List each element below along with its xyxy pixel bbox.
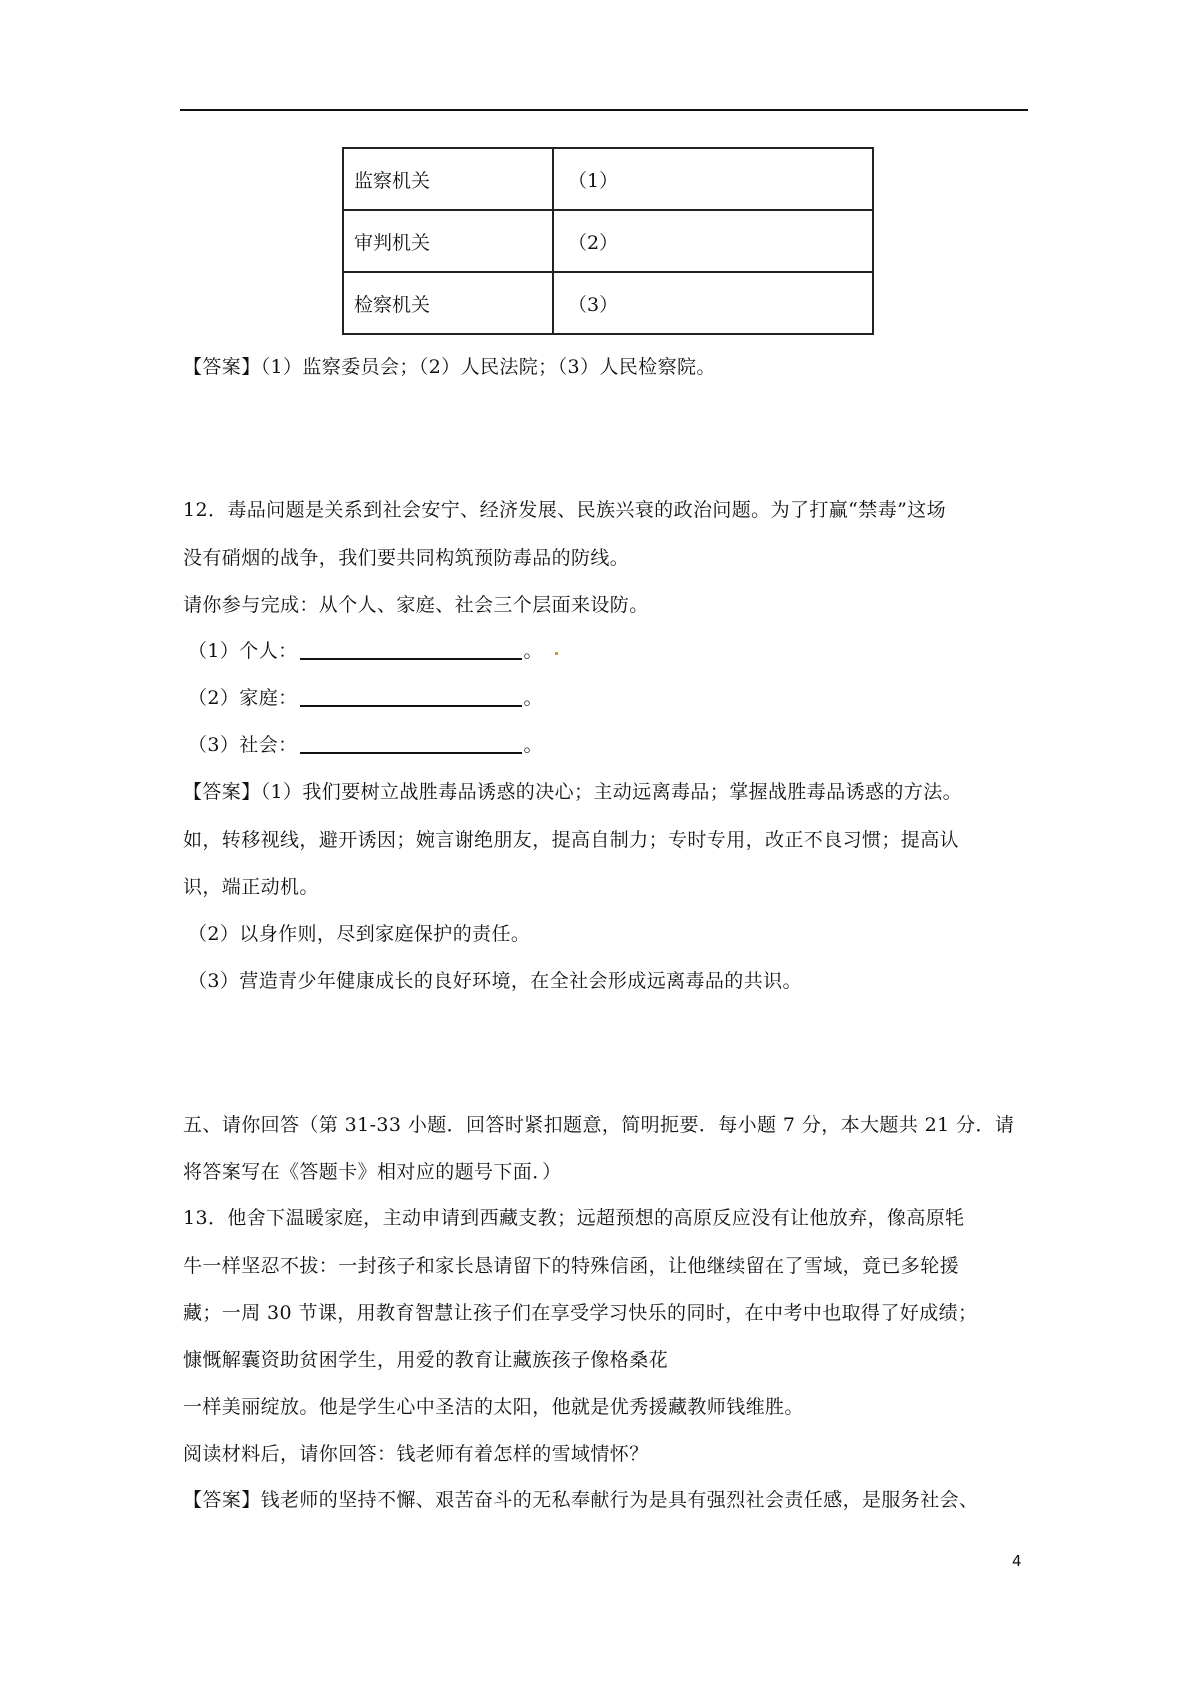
q12-answer-line-2: 如，转移视线，避开诱因；婉言谢绝朋友，提高自制力；专时专用，改正不良习惯；提高认 (183, 829, 960, 851)
q12-stem-line-1: 12．毒品问题是关系到社会安宁、经济发展、民族兴衰的政治问题。为了打赢“禁毒”这场 (183, 499, 947, 521)
table-cell-label: 监察机关 (343, 148, 553, 210)
q12-answer-line-1: 【答案】（1）我们要树立战胜毒品诱惑的决心；主动远离毒品；掌握战胜毒品诱惑的方法。 (183, 781, 962, 803)
fill-blank-line (300, 640, 522, 660)
table-cell-label: 检察机关 (343, 272, 553, 334)
table-cell-value: （2） (553, 210, 873, 272)
stray-dot (555, 652, 558, 655)
organ-table (342, 147, 874, 335)
page-number: 4 (1012, 1552, 1022, 1570)
table-cell-label: 审判机关 (343, 210, 553, 272)
q13-question: 阅读材料后，请你回答：钱老师有着怎样的雪域情怀？ (183, 1443, 649, 1465)
q13-line-1: 13．他舍下温暖家庭，主动申请到西藏支教；远超预想的高原反应没有让他放弃，像高原牦 (183, 1207, 965, 1229)
q12-answer-line-5: （3）营造青少年健康成长的良好环境，在全社会形成远离毒品的共识。 (188, 970, 802, 992)
q13-line-4: 慷慨解囊资助贫困学生，用爱的教育让藏族孩子像格桑花 (183, 1349, 669, 1371)
q11-answer: 【答案】（1）监察委员会；（2）人民法院；（3）人民检察院。 (183, 356, 716, 378)
q12-prompt: 请你参与完成：从个人、家庭、社会三个层面来设防。 (183, 594, 649, 616)
q13-line-2: 牛一样坚忍不拔：一封孩子和家长恳请留下的特殊信函，让他继续留在了雪域，竟已多轮援 (183, 1255, 960, 1277)
q13-line-5: 一样美丽绽放。他是学生心中圣洁的太阳，他就是优秀援藏教师钱维胜。 (183, 1396, 804, 1418)
q13-answer: 【答案】钱老师的坚持不懈、艰苦奋斗的无私奉献行为是具有强烈社会责任感，是服务社会、 (183, 1489, 979, 1511)
blank-end: 。 (523, 734, 543, 756)
fill-blank-line (300, 734, 522, 754)
q12-answer-line-3: 识，端正动机。 (183, 876, 319, 898)
blank-label: （3）社会： (188, 734, 298, 756)
table-cell-value: （1） (553, 148, 873, 210)
q12-blank-1 (188, 636, 558, 663)
table-row (343, 272, 873, 334)
q12-blank-3 (188, 730, 543, 757)
blank-end: 。 (523, 687, 543, 709)
table-cell-value: （3） (553, 272, 873, 334)
section5-line-2: 将答案写在《答题卡》相对应的题号下面．） (183, 1161, 562, 1183)
q12-answer-line-4: （2）以身作则，尽到家庭保护的责任。 (188, 923, 531, 945)
q13-line-3: 藏；一周 30 节课，用教育智慧让孩子们在享受学习快乐的同时，在中考中也取得了好成绩； (183, 1302, 978, 1324)
section5-line-1: 五、请你回答（第 31-33 小题．回答时紧扣题意，简明扼要．每小题 7 分，本大题共 21 分．请 (183, 1114, 1015, 1136)
fill-blank-line (300, 687, 522, 707)
blank-label: （2）家庭： (188, 687, 298, 709)
table-row (343, 148, 873, 210)
blank-label: （1）个人： (188, 640, 298, 662)
table-row (343, 210, 873, 272)
blank-end: 。 (523, 640, 543, 662)
q12-stem-line-2: 没有硝烟的战争，我们要共同构筑预防毒品的防线。 (183, 547, 630, 569)
header-rule (180, 109, 1028, 111)
q12-blank-2 (188, 683, 543, 710)
